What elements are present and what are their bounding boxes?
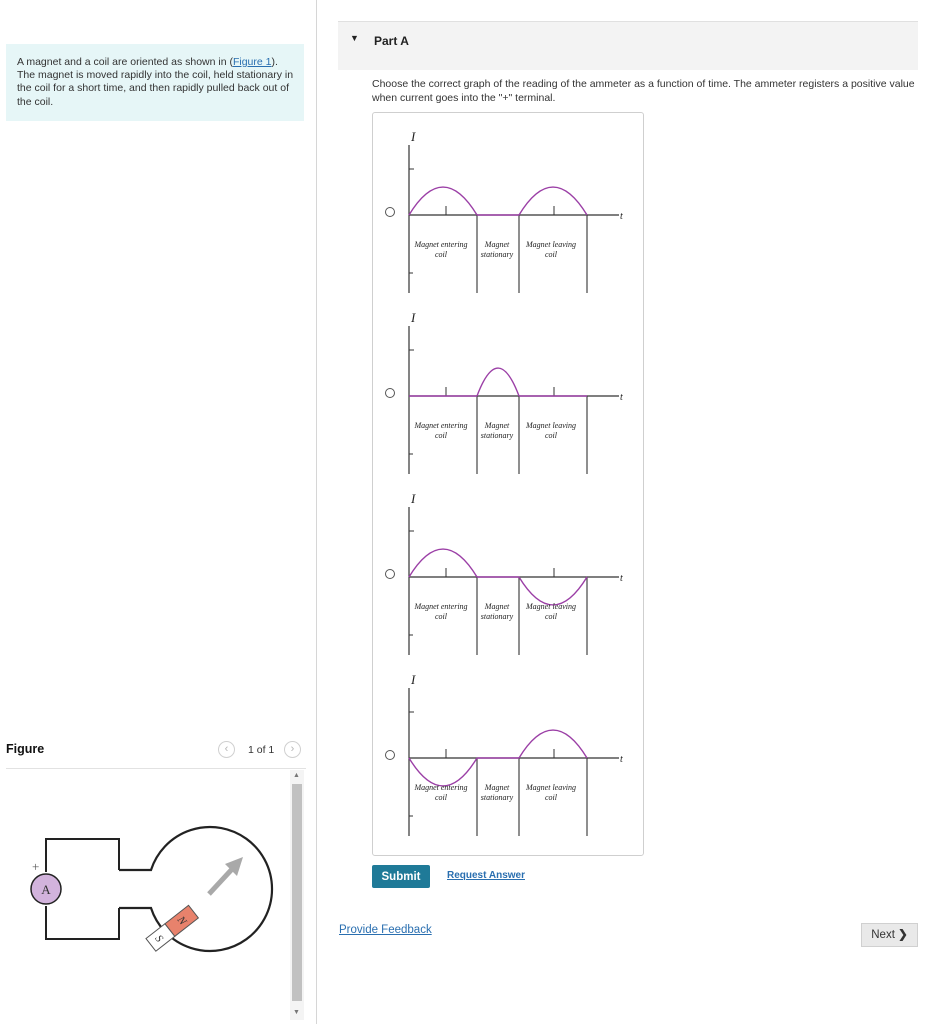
- segment-label: coil: [435, 793, 447, 802]
- x-axis-label: t: [620, 754, 623, 765]
- segment-label: coil: [545, 250, 557, 259]
- segment-label: stationary: [480, 793, 514, 802]
- y-axis-label: I: [411, 310, 416, 325]
- left-panel: [0, 0, 316, 1024]
- segment-label: Magnet leaving: [526, 421, 576, 430]
- segment-label: Magnet leaving: [526, 783, 576, 792]
- intro-text-after: ). The magnet is moved rapidly into the coil, held stationary in the coil for a short time, and then rapidly pulled back out of the coil.: [17, 56, 294, 108]
- panel-divider: [316, 0, 317, 1024]
- magnet-coil-diagram: [6, 770, 290, 1020]
- radio-button[interactable]: [385, 388, 395, 398]
- intro-text-before: A magnet and a coil are oriented as shown in (: [17, 56, 233, 68]
- segment-label: stationary: [480, 431, 514, 440]
- answer-option[interactable]: [373, 656, 643, 836]
- plus-terminal-label: +: [32, 859, 40, 874]
- magnet-north-label: N: [174, 914, 189, 928]
- next-label: Next: [871, 929, 895, 941]
- segment-label: Magnet entering: [414, 421, 468, 430]
- answer-option[interactable]: [373, 475, 643, 655]
- y-axis-label: I: [411, 129, 416, 144]
- scrollbar-thumb[interactable]: [292, 784, 302, 1001]
- current-graph: [401, 304, 631, 474]
- caret-down-icon[interactable]: ▼: [350, 33, 359, 43]
- y-axis-label: I: [411, 491, 416, 506]
- answer-options: [372, 112, 644, 856]
- bar-magnet: [146, 905, 198, 951]
- segment-label: stationary: [480, 612, 514, 621]
- current-curve: [519, 730, 587, 758]
- part-label: Part A: [374, 34, 409, 48]
- answer-option[interactable]: [373, 294, 643, 474]
- x-axis-label: t: [620, 392, 623, 403]
- figure-image: [6, 770, 290, 1020]
- motion-arrow-shaft: [209, 867, 234, 894]
- current-curve: [409, 758, 477, 786]
- next-button[interactable]: [861, 923, 918, 947]
- segment-label: Magnet leaving: [526, 240, 576, 249]
- segment-label: Magnet entering: [414, 783, 468, 792]
- figure-title: Figure: [6, 742, 45, 756]
- current-curve: [519, 577, 587, 605]
- request-answer-link[interactable]: Request Answer: [447, 870, 525, 881]
- figure-link[interactable]: Figure 1: [232, 56, 272, 68]
- segment-label: coil: [435, 612, 447, 621]
- current-graph: [401, 123, 631, 293]
- segment-label: coil: [545, 431, 557, 440]
- segment-label: Magnet: [484, 240, 510, 249]
- submit-button[interactable]: Submit: [372, 865, 430, 888]
- x-axis-label: t: [620, 573, 623, 584]
- part-a-header[interactable]: [338, 21, 918, 70]
- current-curve: [409, 549, 477, 577]
- scroll-down-icon[interactable]: ▼: [293, 1009, 300, 1016]
- current-curve: [409, 187, 477, 215]
- segment-label: stationary: [480, 250, 514, 259]
- figure-divider: [6, 768, 306, 769]
- segment-label: Magnet: [484, 602, 510, 611]
- answer-option[interactable]: [373, 113, 643, 293]
- figure-page-count: 1 of 1: [248, 744, 275, 756]
- current-curve: [519, 187, 587, 215]
- provide-feedback-link[interactable]: Provide Feedback: [339, 924, 432, 936]
- radio-button[interactable]: [385, 207, 395, 217]
- ammeter-label: A: [41, 882, 51, 897]
- figure-pager: [218, 740, 306, 760]
- segment-label: coil: [435, 250, 447, 259]
- segment-label: coil: [545, 612, 557, 621]
- chevron-right-icon[interactable]: ›: [284, 741, 301, 758]
- segment-label: Magnet leaving: [526, 602, 576, 611]
- radio-button[interactable]: [385, 569, 395, 579]
- segment-label: Magnet entering: [414, 602, 468, 611]
- segment-label: Magnet: [484, 783, 510, 792]
- scroll-up-icon[interactable]: ▲: [293, 772, 300, 779]
- segment-label: coil: [435, 431, 447, 440]
- segment-label: Magnet entering: [414, 240, 468, 249]
- question-text: Choose the correct graph of the reading of the ammeter as a function of time. The ammeter registers a positive value when current goes into the "+" terminal.: [372, 78, 915, 104]
- chevron-right-icon: ❯: [898, 929, 908, 941]
- magnet-south-label: S: [152, 932, 166, 945]
- current-graph: [401, 485, 631, 655]
- y-axis-label: I: [411, 672, 416, 687]
- chevron-left-icon[interactable]: ‹: [218, 741, 235, 758]
- current-curve: [477, 368, 519, 396]
- segment-label: Magnet: [484, 421, 510, 430]
- current-graph: [401, 666, 631, 836]
- figure-scrollbar[interactable]: [290, 770, 304, 1020]
- problem-intro: [6, 44, 304, 121]
- segment-label: coil: [545, 793, 557, 802]
- x-axis-label: t: [620, 211, 623, 222]
- radio-button[interactable]: [385, 750, 395, 760]
